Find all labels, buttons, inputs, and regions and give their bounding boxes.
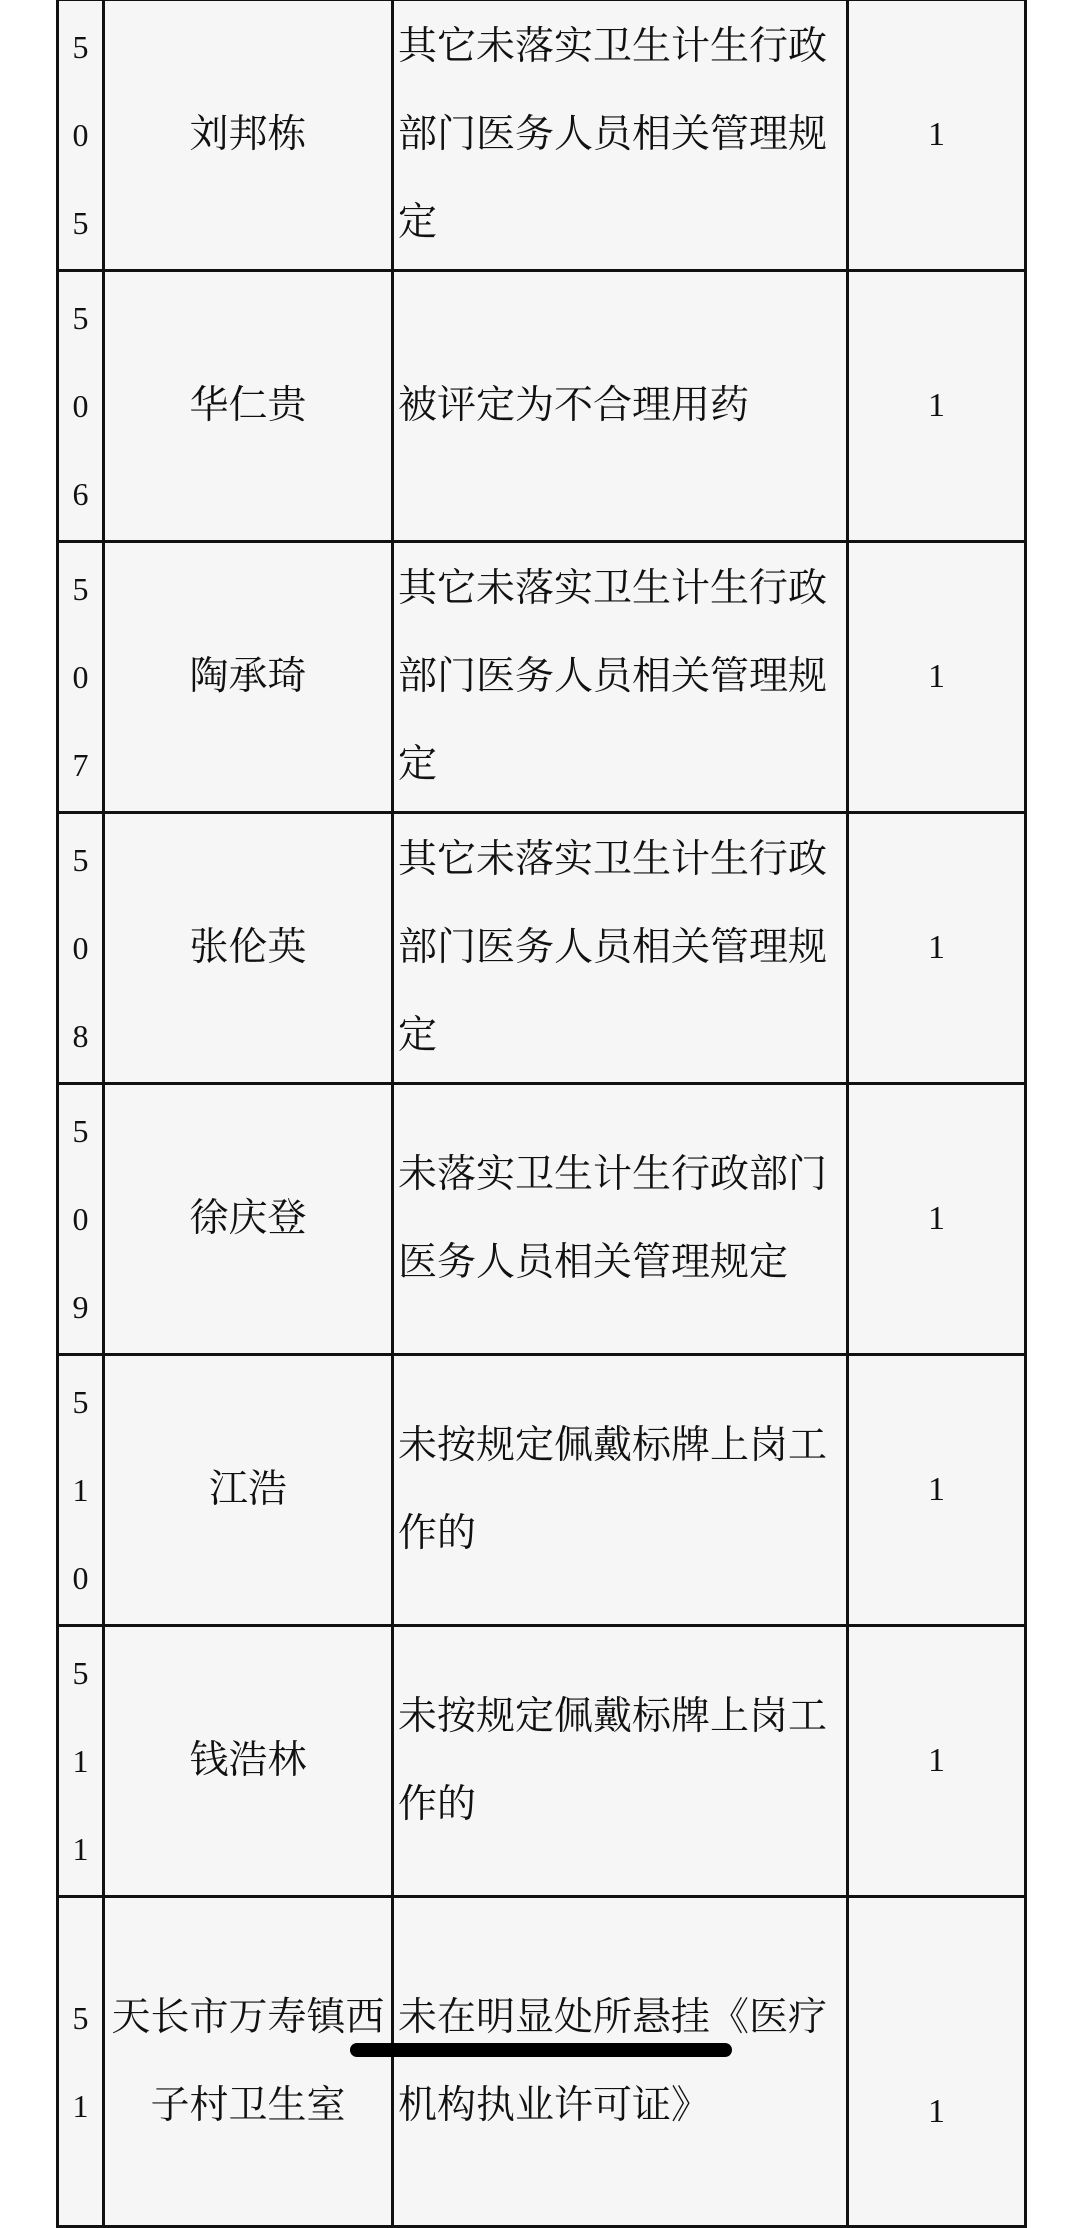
- row-index-cell: [58, 1897, 104, 2227]
- row-index-cell: [58, 813, 104, 1084]
- row-index-digit: 1: [72, 1743, 89, 1779]
- table-row: [58, 1355, 1026, 1626]
- row-index-digit: 5: [72, 1113, 89, 1149]
- name-cell: 天长市万寿镇西子村卫生室: [104, 1897, 393, 2227]
- row-index-digit: 5: [72, 300, 89, 336]
- reason-cell: 被评定为不合理用药: [393, 271, 848, 542]
- table-row: [58, 542, 1026, 813]
- home-indicator[interactable]: [350, 2043, 732, 2057]
- table-row: [58, 271, 1026, 542]
- row-index-digit: 1: [72, 1831, 89, 1867]
- row-index-digit: 1: [72, 1472, 89, 1508]
- count-cell: 1: [848, 1355, 1026, 1626]
- row-index-digit: 5: [72, 1999, 89, 2036]
- records-table: [56, 0, 1027, 2228]
- name-cell: 华仁贵: [104, 271, 393, 542]
- reason-cell: 其它未落实卫生计生行政部门医务人员相关管理规定: [393, 0, 848, 271]
- row-index-digit: 0: [72, 1201, 89, 1237]
- count-cell: 1: [848, 0, 1026, 271]
- row-index-digit: 1: [72, 2087, 89, 2124]
- name-cell: 张伦英: [104, 813, 393, 1084]
- table-row: [58, 1897, 1026, 2227]
- row-index-cell: [58, 0, 104, 271]
- row-index-digit: 0: [72, 388, 89, 424]
- row-index-digit: 8: [72, 1018, 89, 1054]
- row-index-digit: 5: [72, 1384, 89, 1420]
- row-index-digit: 5: [72, 1655, 89, 1691]
- count-cell: 1: [848, 1626, 1026, 1897]
- reason-cell: 其它未落实卫生计生行政部门医务人员相关管理规定: [393, 542, 848, 813]
- row-index-digit: 5: [72, 29, 89, 65]
- row-index-digit: 0: [72, 930, 89, 966]
- name-cell: 刘邦栋: [104, 0, 393, 271]
- row-index-digit: 5: [72, 571, 89, 607]
- count-cell: 1: [848, 271, 1026, 542]
- row-index-cell: [58, 1355, 104, 1626]
- row-index-digit: 0: [72, 117, 89, 153]
- table-row: [58, 1084, 1026, 1355]
- reason-cell: 未落实卫生计生行政部门医务人员相关管理规定: [393, 1084, 848, 1355]
- name-cell: 江浩: [104, 1355, 393, 1626]
- table-row: [58, 0, 1026, 271]
- name-cell: 钱浩林: [104, 1626, 393, 1897]
- row-index-digit: 5: [72, 205, 89, 241]
- reason-cell: 未在明显处所悬挂《医疗机构执业许可证》: [393, 1897, 848, 2227]
- row-index-digit: 0: [72, 659, 89, 695]
- row-index-digit: 6: [72, 476, 89, 512]
- count-cell: 1: [848, 542, 1026, 813]
- reason-cell: 其它未落实卫生计生行政部门医务人员相关管理规定: [393, 813, 848, 1084]
- row-index-digit: 7: [72, 747, 89, 783]
- name-cell: 徐庆登: [104, 1084, 393, 1355]
- row-index-cell: [58, 542, 104, 813]
- reason-cell: 未按规定佩戴标牌上岗工作的: [393, 1355, 848, 1626]
- count-cell: 1: [848, 813, 1026, 1084]
- row-index-cell: [58, 1084, 104, 1355]
- row-index-digit: 5: [72, 842, 89, 878]
- table-row: [58, 1626, 1026, 1897]
- row-index-cell: [58, 271, 104, 542]
- count-cell: 1: [848, 1897, 1026, 2227]
- count-cell: 1: [848, 1084, 1026, 1355]
- table-row: [58, 813, 1026, 1084]
- reason-cell: 未按规定佩戴标牌上岗工作的: [393, 1626, 848, 1897]
- row-index-cell: [58, 1626, 104, 1897]
- name-cell: 陶承琦: [104, 542, 393, 813]
- row-index-digit: 9: [72, 1289, 89, 1325]
- row-index-digit: 0: [72, 1560, 89, 1596]
